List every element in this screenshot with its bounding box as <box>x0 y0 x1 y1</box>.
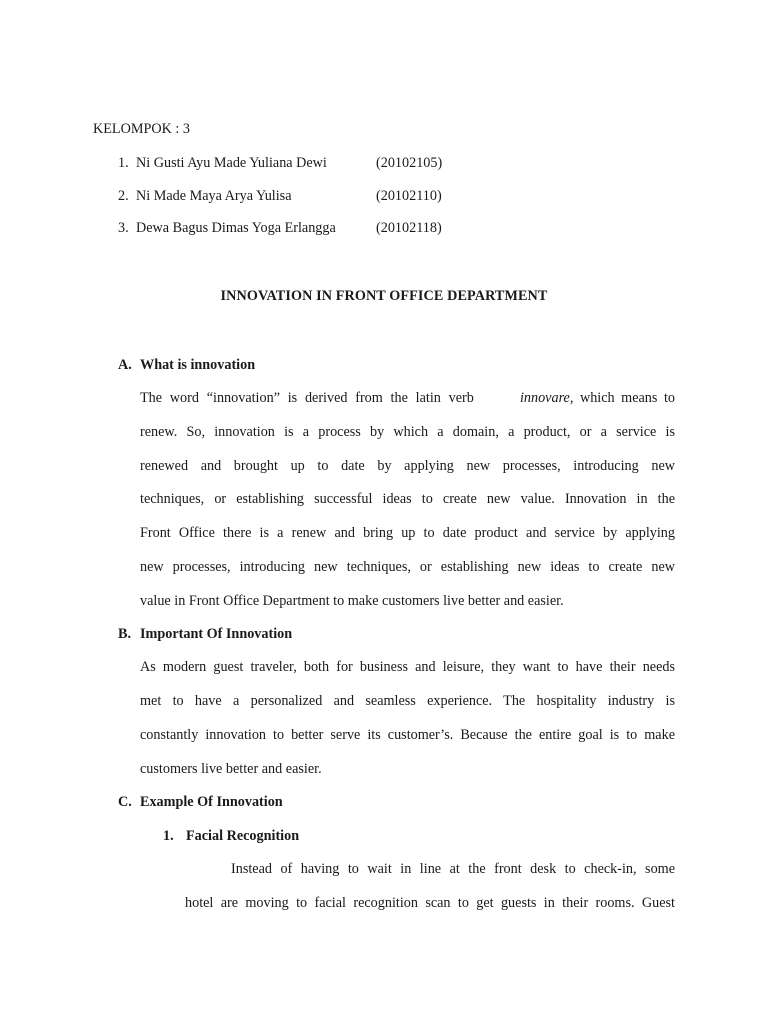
member-id: (20102105) <box>376 155 443 171</box>
section-letter: B. <box>118 626 132 642</box>
paragraph-line <box>140 525 675 542</box>
line-text: techniques, or establishing successful ideas to create new value. Innovation in the <box>140 491 675 507</box>
paragraph-line <box>140 559 675 576</box>
paragraph-line <box>140 761 675 778</box>
member-name: Ni Gusti Ayu Made Yuliana Dewi <box>136 155 327 171</box>
section-title: Example Of Innovation <box>140 794 283 810</box>
member-number: 1. <box>118 155 129 171</box>
line-text: Instead of having to wait in line at the front desk to check-in, some <box>231 861 675 877</box>
member-item <box>118 220 518 240</box>
line-text: met to have a personalized and seamless experience. The hospitality industry is <box>140 693 675 709</box>
paragraph-line <box>140 424 675 441</box>
italic-term: innovare <box>519 390 570 406</box>
group-label: KELOMPOK : 3 <box>93 121 190 137</box>
line-text: renewed and brought up to date by applying new processes, introducing new <box>140 458 675 474</box>
paragraph-line <box>140 593 675 610</box>
line-text: As modern guest traveler, both for business and leisure, they want to have their needs <box>140 659 675 675</box>
paragraph-line <box>140 390 675 407</box>
document-title: INNOVATION IN FRONT OFFICE DEPARTMENT <box>220 288 548 304</box>
subsection-number: 1. <box>163 828 174 844</box>
paragraph-line <box>185 895 675 912</box>
paragraph-line <box>140 491 675 508</box>
member-id: (20102110) <box>376 188 442 204</box>
section-title: Important Of Innovation <box>140 626 293 642</box>
line-text: renew. So, innovation is a process by which a domain, a product, or a service is <box>140 424 675 440</box>
member-item <box>118 155 518 175</box>
member-name: Dewa Bagus Dimas Yoga Erlangga <box>136 220 336 236</box>
line-text: , which means to <box>569 390 675 406</box>
line-text: The word “innovation” is derived from the latin verb <box>140 390 474 406</box>
line-text: value in Front Office Department to make customers live better and easier. <box>140 593 564 609</box>
line-text: new processes, introducing new techniques, or establishing new ideas to create new <box>140 559 675 575</box>
section-letter: C. <box>118 794 132 810</box>
member-number: 3. <box>118 220 129 236</box>
paragraph-line <box>140 458 675 475</box>
paragraph-line <box>140 693 675 710</box>
line-text: customers live better and easier. <box>140 761 322 777</box>
member-name: Ni Made Maya Arya Yulisa <box>136 188 292 204</box>
member-item <box>118 188 518 208</box>
section-letter: A. <box>118 357 132 373</box>
line-text: constantly innovation to better serve its customer’s. Because the entire goal is to make <box>140 727 675 743</box>
subsection-title: Facial Recognition <box>186 828 300 844</box>
member-number: 2. <box>118 188 129 204</box>
line-text: hotel are moving to facial recognition scan to get guests in their rooms. Guest <box>185 895 675 911</box>
paragraph-line <box>231 861 675 878</box>
line-text: Front Office there is a renew and bring up to date product and service by applying <box>140 525 675 541</box>
section-title: What is innovation <box>140 357 256 373</box>
paragraph-line <box>140 659 675 676</box>
member-id: (20102118) <box>376 220 442 236</box>
paragraph-line <box>140 727 675 744</box>
